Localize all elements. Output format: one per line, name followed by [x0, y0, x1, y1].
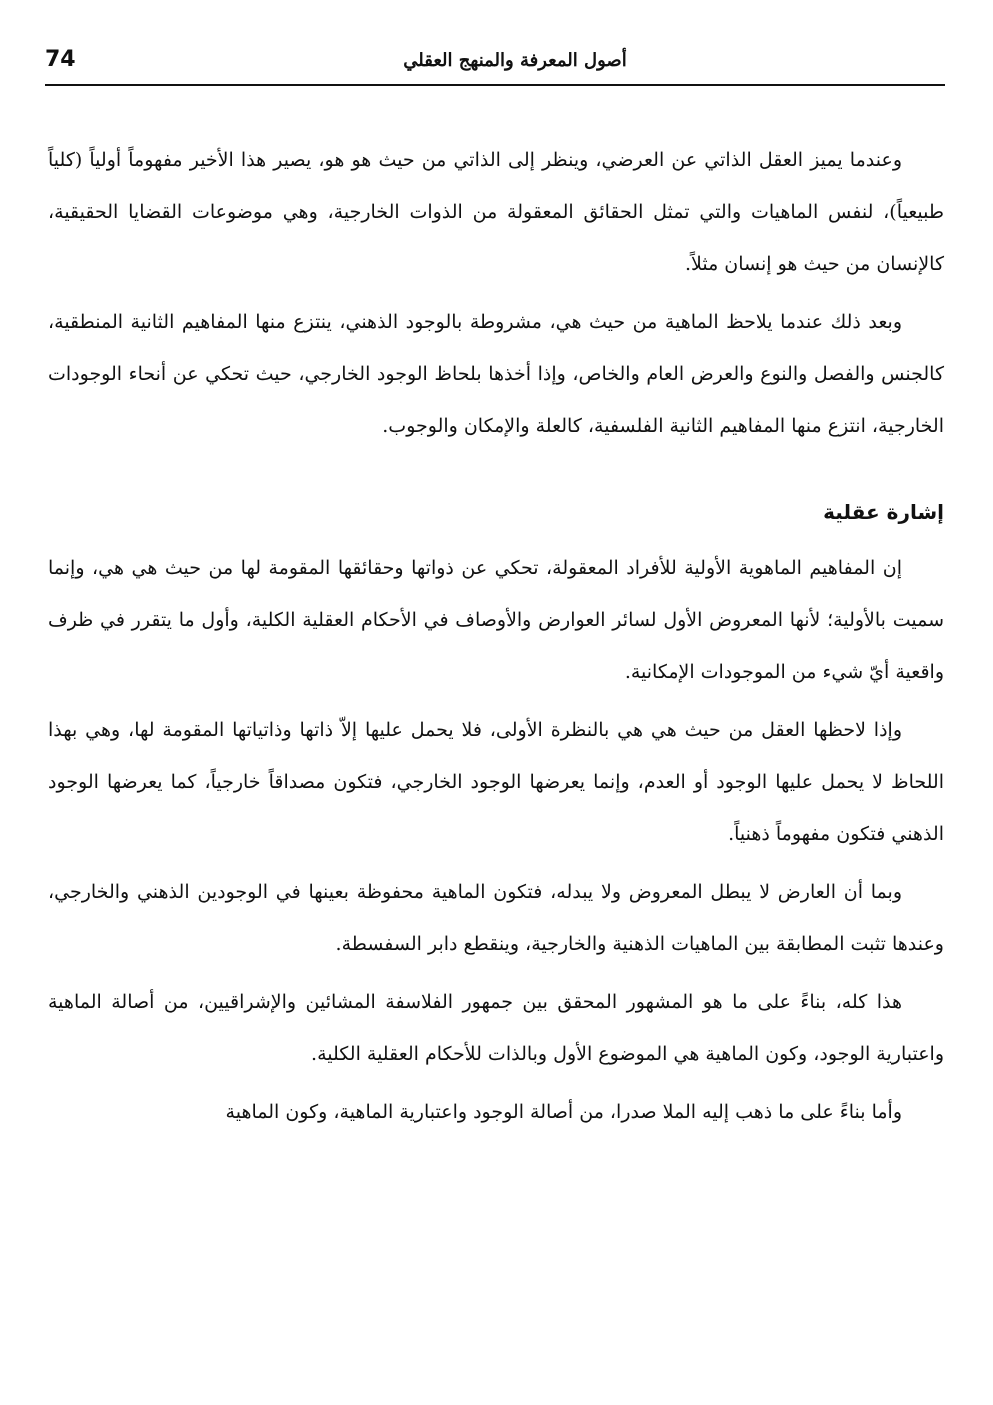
page-body — [48, 134, 944, 1144]
header-divider — [45, 84, 945, 86]
paragraph: وبعد ذلك عندما يلاحظ الماهية من حيث هي، مشروطة بالوجود الذهني، ينتزع منها المفاهيم الثانية المنطقية، كالجنس والفصل والنوع والعرض العام والخاص، وإذا أخذها بلحاظ الوجود الخارجي، حيث تحكي عن أنحاء الوجودات الخارجية، انتزع منها المفاهيم الثانية الفلسفية، كالعلة والإمكان والوجوب. — [48, 311, 944, 437]
paragraph: هذا كله، بناءً على ما هو المشهور المحقق بين جمهور الفلاسفة المشائين والإشراقيين، من أصالة الماهية واعتبارية الوجود، وكون الماهية هي الموضوع الأول وبالذات للأحكام العقلية الكلية. — [48, 991, 944, 1065]
paragraph: إن المفاهيم الماهوية الأولية للأفراد المعقولة، تحكي عن ذواتها وحقائقها المقومة لها من حيث هي هي، وإنما سميت بالأولية؛ لأنها المعروض الأول لسائر العوارض والأوصاف في الأحكام العقلية الكلية، وأول ما يتقرر في ظرف واقعية أيّ شيء من الموجودات الإمكانية. — [48, 557, 944, 683]
paragraph: وبما أن العارض لا يبطل المعروض ولا يبدله، فتكون الماهية محفوظة بعينها في الوجودين الذهني والخارجي، وعندها تثبت المطابقة بين الماهيات الذهنية والخارجية، وينقطع دابر السفسطة. — [48, 881, 944, 955]
paragraph: وعندما يميز العقل الذاتي عن العرضي، وينظر إلى الذاتي من حيث هو هو، يصير هذا الأخير مفهوماً أولياً (كلياً طبيعياً)، لنفس الماهيات والتي تمثل الحقائق المعقولة من الذوات الخارجية، وهي موضوعات القضايا الحقيقية، كالإنسان من حيث هو إنسان مثلاً. — [48, 149, 944, 275]
paragraph-continued: وأما بناءً على ما ذهب إليه الملا صدرا، من أصالة الوجود واعتبارية الماهية، وكون الماهية — [225, 1101, 902, 1123]
running-header — [45, 44, 945, 84]
paragraph: وإذا لاحظها العقل من حيث هي هي بالنظرة الأولى، فلا يحمل عليها إلاّ ذاتها وذاتياتها المقومة لها، وهي بهذا اللحاظ لا يحمل عليها الوجود أو العدم، وإنما يعرضها الوجود الخارجي، فتكون مصداقاً خارجياً، كما يعرضها الوجود الذهني فتكون مفهوماً ذهنياً. — [48, 719, 944, 845]
section-heading: إشارة عقلية — [823, 500, 944, 524]
running-header-title: أصول المعرفة والمنهج العقلي — [403, 50, 627, 71]
page-number: 74 — [45, 47, 76, 72]
